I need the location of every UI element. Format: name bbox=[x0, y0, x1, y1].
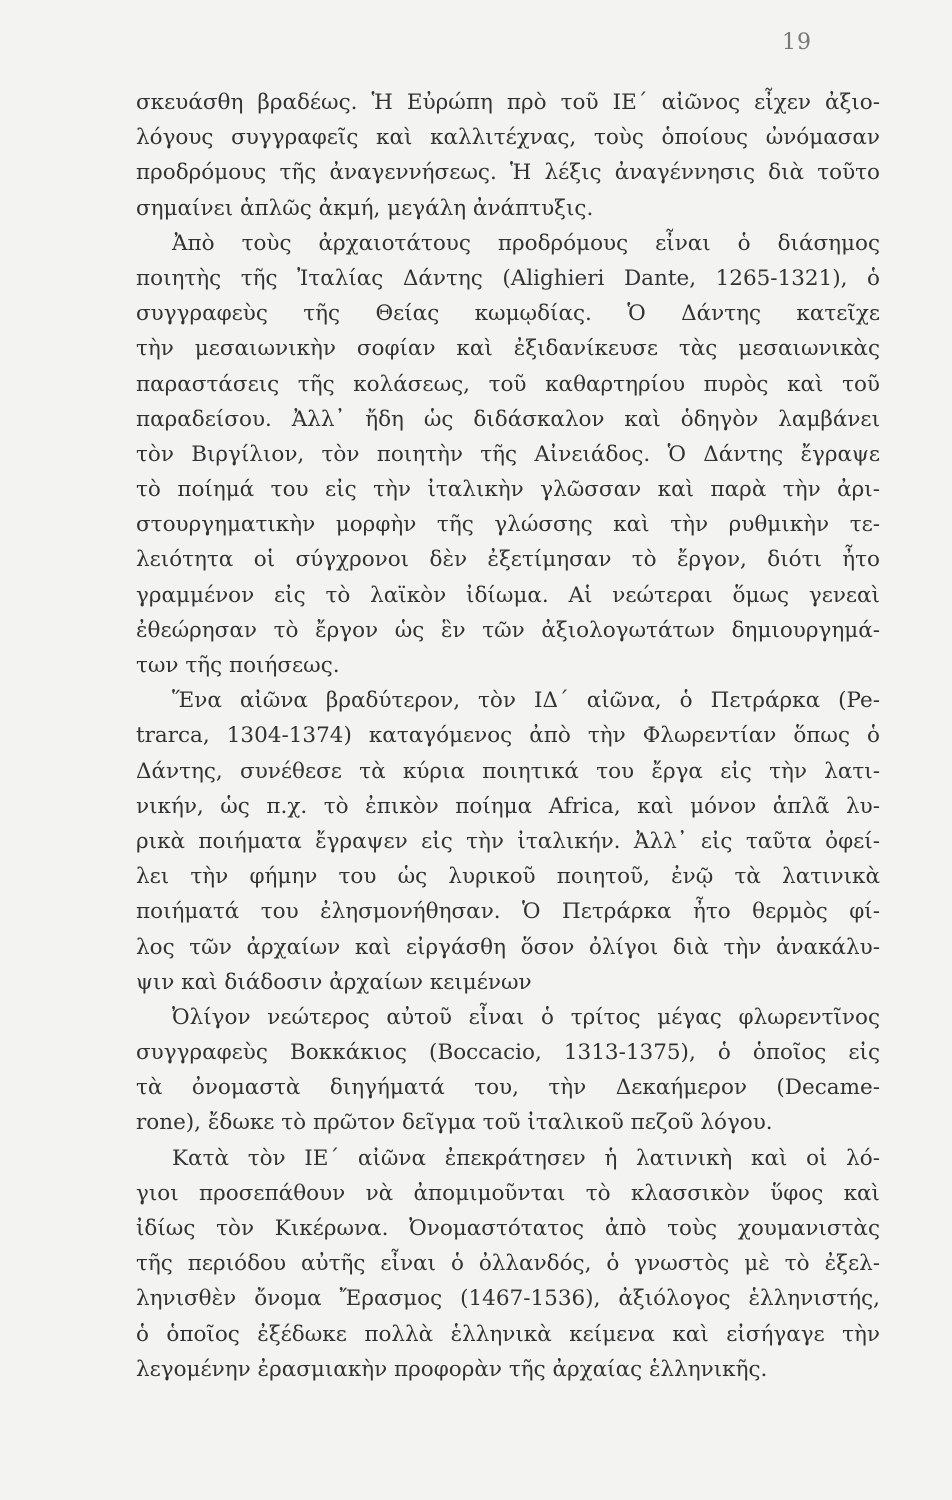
text-line: λειότητα οἱ σύγχρονοι δὲν ἐξετίμησαν τὸ ἔργον, διότι ἦτο bbox=[136, 547, 880, 573]
text-line: ὁ ὁποῖος ἐξέδωκε πολλὰ ἑλληνικὰ κείμενα καὶ εἰσήγαγε τὴν bbox=[136, 1321, 880, 1347]
text-line: γιοι προσεπάθουν νὰ ἀπομιμοῦνται τὸ κλασσικὸν ὕφος καὶ bbox=[136, 1180, 880, 1206]
text-line: προδρόμους τῆς ἀναγεννήσεως. Ἡ λέξις ἀναγέννησις διὰ τοῦτο bbox=[136, 160, 880, 186]
text-line: λει τὴν φήμην του ὡς λυρικοῦ ποιητοῦ, ἐνῷ τὰ λατινικὰ bbox=[136, 864, 880, 890]
text-line: ἰδίως τὸν Κικέρωνα. Ὀνομαστότατος ἀπὸ τοὺς χουμανιστὰς bbox=[136, 1216, 880, 1241]
text-line: Κατὰ τὸν ΙΕ΄ αἰῶνα ἐπεκράτησεν ἡ λατινικὴ καὶ οἱ λό- bbox=[172, 1145, 880, 1171]
text-line: Ὀλίγον νεώτερος αὐτοῦ εἶναι ὁ τρίτος μέγας φλωρεντῖνος bbox=[172, 1004, 880, 1030]
text-line: rone), ἔδωκε τὸ πρῶτον δεῖγμα τοῦ ἰταλικοῦ πεζοῦ λόγου. bbox=[136, 1110, 773, 1136]
text-line: σημαίνει ἁπλῶς ἀκμή, μεγάλη ἀνάπτυξις. bbox=[136, 195, 594, 221]
text-line: τὴν μεσαιωνικὴν σοφίαν καὶ ἐξιδανίκευσε τὰς μεσαιωνικὰς bbox=[136, 336, 880, 362]
text-line: λος τῶν ἀρχαίων καὶ εἰργάσθη ὅσον ὀλίγοι διὰ τὴν ἀνακάλυ- bbox=[136, 934, 880, 960]
text-line: λόγους συγγραφεῖς καὶ καλλιτέχνας, τοὺς ὁποίους ὠνόμασαν bbox=[136, 125, 880, 151]
text-line: στουργηματικὴν μορφὴν τῆς γλώσσης καὶ τὴν ρυθμικὴν τε- bbox=[136, 512, 880, 538]
text-line: ποιήματά του ἐλησμονήθησαν. Ὁ Πετράρκα ἦτο θερμὸς φί- bbox=[136, 899, 880, 925]
body-text bbox=[136, 85, 880, 1387]
page-number: 19 bbox=[782, 30, 812, 55]
text-line: ληνισθὲν ὄνομα Ἔρασμος (1467-1536), ἀξιόλογος ἑλληνιστής, bbox=[136, 1286, 880, 1312]
text-line: γραμμένον εἰς τὸ λαϊκὸν ἰδίωμα. Αἱ νεώτεραι ὅμως γενεαὶ bbox=[136, 582, 880, 608]
text-line: ρικὰ ποιήματα ἔγραψεν εἰς τὴν ἰταλικήν. Ἀλλ᾽ εἰς ταῦτα ὀφεί- bbox=[136, 828, 880, 854]
text-line: συγγραφεὺς Βοκκάκιος (Boccacio, 1313-1375), ὁ ὁποῖος εἰς bbox=[136, 1040, 880, 1066]
text-line: τὸ ποίημά του εἰς τὴν ἰταλικὴν γλῶσσαν καὶ παρὰ τὴν ἀρι- bbox=[136, 477, 880, 503]
text-line: Ἕνα αἰῶνα βραδύτερον, τὸν ΙΔ΄ αἰῶνα, ὁ Πετράρκα (Pe- bbox=[172, 688, 880, 714]
text-line: των τῆς ποιήσεως. bbox=[136, 653, 340, 678]
text-line: Δάντης, συνέθεσε τὰ κύρια ποιητικά του ἔργα εἰς τὴν λατι- bbox=[136, 758, 880, 784]
text-line: ἐθεώρησαν τὸ ἔργον ὡς ἓν τῶν ἀξιολογωτάτων δημιουργημά- bbox=[136, 617, 880, 643]
text-line: trarca, 1304-1374) καταγόμενος ἀπὸ τὴν Φλωρεντίαν ὅπως ὁ bbox=[136, 723, 880, 749]
text-line: ποιητὴς τῆς Ἰταλίας Δάντης (Alighieri Dante, 1265-1321), ὁ bbox=[136, 265, 880, 291]
text-line: νικήν, ὡς π.χ. τὸ ἐπικὸν ποίημα Africa, καὶ μόνον ἁπλᾶ λυ- bbox=[136, 793, 880, 819]
text-line: παραστάσεις τῆς κολάσεως, τοῦ καθαρτηρίου πυρὸς καὶ τοῦ bbox=[136, 371, 880, 397]
text-line: Ἀπὸ τοὺς ἀρχαιοτάτους προδρόμους εἶναι ὁ διάσημος bbox=[172, 230, 880, 256]
text-line: λεγομένην ἐρασμιακὴν προφορὰν τῆς ἀρχαίας ἑλληνικῆς. bbox=[136, 1356, 768, 1382]
text-line: τὰ ὀνομαστὰ διηγήματά του, τὴν Δεκαήμερον (Decame- bbox=[136, 1075, 880, 1101]
text-line: ψιν καὶ διάδοσιν ἀρχαίων κειμένων bbox=[136, 969, 532, 995]
text-line: παραδείσου. Ἀλλ᾽ ἤδη ὡς διδάσκαλον καὶ ὁδηγὸν λαμβάνει bbox=[136, 406, 880, 432]
text-line: τῆς περιόδου αὐτῆς εἶναι ὁ ὀλλανδός, ὁ γνωστὸς μὲ τὸ ἐξελ- bbox=[136, 1251, 880, 1277]
text-line: τὸν Βιργίλιον, τὸν ποιητὴν τῆς Αἰνειάδος. Ὁ Δάντης ἔγραψε bbox=[136, 441, 880, 467]
text-line: συγγραφεὺς τῆς Θείας κωμῳδίας. Ὁ Δάντης κατεῖχε bbox=[136, 301, 880, 327]
text-line: σκευάσθη βραδέως. Ἡ Εὐρώπη πρὸ τοῦ ΙΕ΄ αἰῶνος εἶχεν ἀξιο- bbox=[136, 90, 880, 115]
